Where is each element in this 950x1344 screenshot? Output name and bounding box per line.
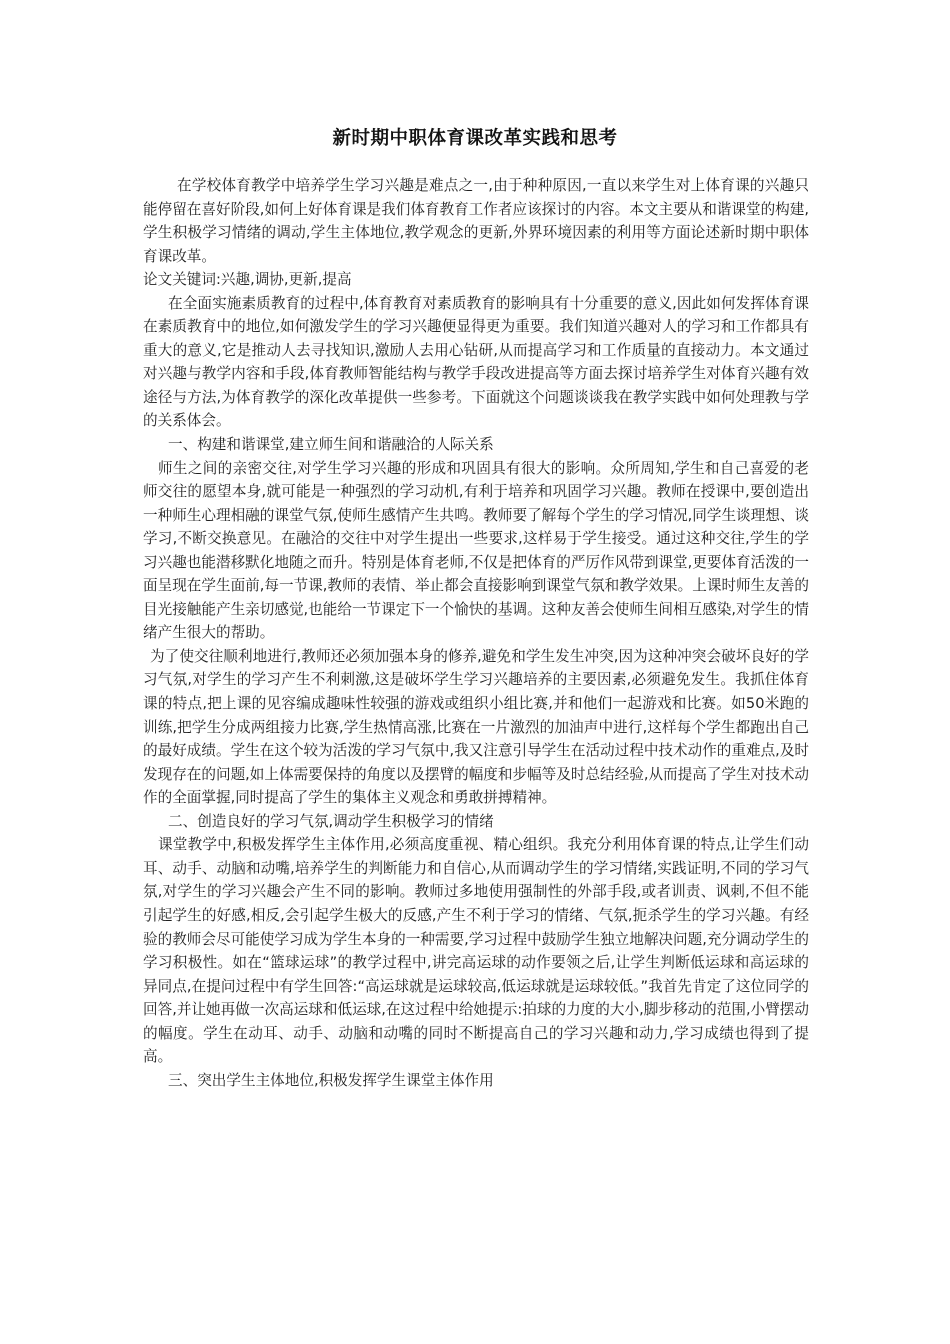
section-1-paragraph-2: 为了使交往顺利地进行,教师还必须加强本身的修养,避免和学生发生冲突,因为这种冲突会破坏良好的学习气氛,对学生的学习产生不利刺激,这是破坏学生学习兴趣培养的主要因素,必须避免发生。我抓住体育课的特点,把上课的见容编成趣味性较强的游戏或组织小组比赛,并和他们一起游戏和比赛。如50米跑的训练,把学生分成两组接力比赛,学生热情高涨,比赛在一片激烈的加油声中进行,这样每个学生都跑出自己的最好成绩。学生在这个较为活泼的学习气氛中,我又注意引导学生在活动过程中技术动作的重难点,及时发现存在的问题,如上体需要保持的角度以及摆臂的幅度和步幅等及时总结经验,从而提高了学生对技术动作的全面掌握,同时提高了学生的集体主义观念和勇敢拼搏精神。 <box>143 647 810 807</box>
keywords-line: 论文关键词:兴趣,调协,更新,提高 <box>143 271 352 289</box>
section-2-paragraph-1: 课堂教学中,积极发挥学生主体作用,必须高度重视、精心组织。我充分利用体育课的特点,让学生们动耳、动手、动脑和动嘴,培养学生的判断能力和自信心,从而调动学生的学习情绪,实践证明,不同的学习气氛,对学生的学习兴趣会产生不同的影响。教师过多地使用强制性的外部手段,或者训责、讽刺,不但不能引起学生的好感,相反,会引起学生极大的反感,产生不利于学习的情绪、气氛,扼杀学生的学习兴趣。有经验的教师会尽可能使学习成为学生本身的一种需要,学习过程中鼓励学生独立地解决问题,充分调动学生的学习积极性。如在“篮球运球”的教学过程中,讲完高运球的动作要领之后,让学生判断低运球和高运球的异同点,在提问过程中有学生回答:“高运球就是运球较高,低运球就是运球较低。”我首先肯定了这位同学的回答,并让她再做一次高运球和低运球,在这过程中给她提示:拍球的力度的大小,脚步移动的范围,小臂摆动的幅度。学生在动耳、动手、动脑和动嘴的同时不断提高自己的学习兴趣和动力,学习成绩也得到了提高。 <box>143 836 810 1066</box>
section-3-heading: 三、突出学生主体地位,积极发挥学生课堂主体作用 <box>168 1071 494 1089</box>
document-body <box>143 174 809 1092</box>
section-1-heading: 一、构建和谐课堂,建立师生间和谐融洽的人际关系 <box>168 436 494 454</box>
document-title: 新时期中职体育课改革实践和思考 <box>332 128 618 149</box>
abstract-paragraph: 在学校体育教学中培养学生学习兴趣是难点之一,由于种种原因,一直以来学生对上体育课的兴趣只能停留在喜好阶段,如何上好体育课是我们体育教育工作者应该探讨的内容。本文主要从和谐课堂的构建,学生积极学习情绪的调动,学生主体地位,教学观念的更新,外界环境因素的利用等方面论述新时期中职体育课改革。 <box>143 177 810 265</box>
section-1-paragraph-1: 师生之间的亲密交往,对学生学习兴趣的形成和巩固具有很大的影响。众所周知,学生和自己喜爱的老师交往的愿望本身,就可能是一种强烈的学习动机,有利于培养和巩固学习兴趣。教师在授课中,要创造出一种师生心理相融的课堂气氛,使师生感情产生共鸣。教师要了解每个学生的学习情况,同学生谈理想、谈学习,不断交换意见。在融洽的交往中对学生提出一些要求,这样易于学生接受。通过这种交往,学生的学习兴趣也能潜移默化地随之而升。特别是体育老师,不仅是把体育的严厉作风带到课堂,更要体育活泼的一面呈现在学生面前,每一节课,教师的表情、举止都会直接影响到课堂气氛和教学效果。上课时师生友善的目光接触能产生亲切感觉,也能给一节课定下一个愉快的基调。这种友善会使师生间相互感染,对学生的情绪产生很大的帮助。 <box>143 459 810 642</box>
section-2-heading: 二、创造良好的学习气氛,调动学生积极学习的情绪 <box>168 812 494 830</box>
intro-paragraph: 在全面实施素质教育的过程中,体育教育对素质教育的影响具有十分重要的意义,因此如何发挥体育课在素质教育中的地位,如何激发学生的学习兴趣便显得更为重要。我们知道兴趣对人的学习和工作都具有重大的意义,它是推动人去寻找知识,激励人去用心钻研,从而提高学习和工作质量的直接动力。本文通过对兴趣与教学内容和手段,体育教师智能结构与教学手段改进提高等方面去探讨培养学生对体育兴趣有效途径与方法,为体育教学的深化改革提供一些参考。下面就这个问题谈谈我在教学实践中如何处理教与学的关系体会。 <box>143 294 809 430</box>
